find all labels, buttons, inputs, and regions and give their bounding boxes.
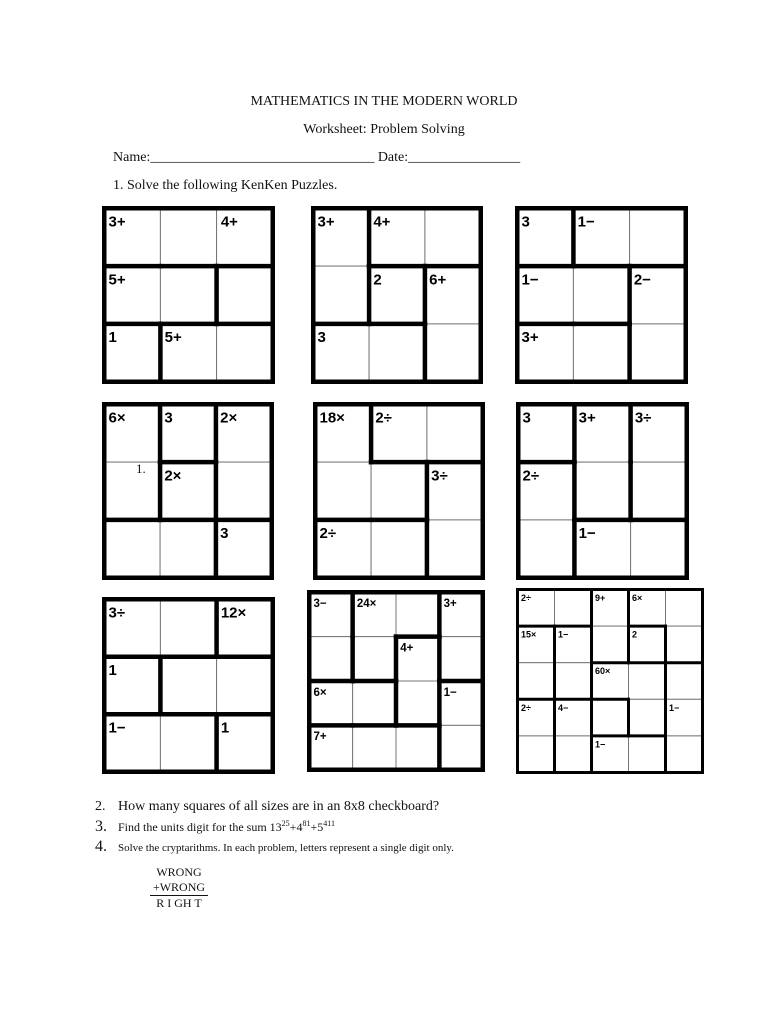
kenken-cell bbox=[439, 725, 482, 769]
cage-clue: 1− bbox=[577, 213, 595, 231]
cage-clue: 4− bbox=[558, 702, 569, 713]
kenken-cell bbox=[353, 637, 396, 681]
cage-clue: 1− bbox=[595, 739, 606, 750]
kenken-cell bbox=[369, 324, 425, 382]
kenken-cell bbox=[160, 714, 216, 772]
kenken-grid bbox=[102, 402, 274, 580]
cage-clue: 2÷ bbox=[319, 525, 337, 543]
kenken-puzzle-9 bbox=[516, 588, 704, 774]
kenken-cell bbox=[518, 663, 555, 700]
kenken-cell bbox=[518, 520, 574, 578]
stray-number-mark: 1. bbox=[136, 461, 146, 476]
cryptarithm bbox=[150, 865, 208, 911]
cage-clue: 4+ bbox=[373, 213, 391, 231]
cage-clue: 18× bbox=[319, 409, 345, 427]
question-3 bbox=[95, 818, 335, 836]
kenken-cell bbox=[396, 681, 439, 725]
kenken-cell bbox=[371, 462, 427, 520]
cage-clue: 1− bbox=[558, 629, 569, 640]
cage-clue: 1− bbox=[578, 525, 596, 543]
kenken-grid bbox=[515, 206, 688, 384]
cage-clue: 6× bbox=[313, 686, 327, 699]
cage-clue: 5+ bbox=[164, 329, 182, 347]
kenken-cell bbox=[353, 725, 396, 769]
cage-clue: 2 bbox=[373, 271, 382, 289]
cage-clue: 1 bbox=[108, 662, 117, 679]
cage-clue: 12× bbox=[220, 604, 247, 622]
cage-clue: 60× bbox=[595, 666, 611, 677]
kenken-cell bbox=[425, 208, 481, 266]
cage-clue: 5+ bbox=[108, 271, 126, 289]
cage-clue: 4+ bbox=[220, 213, 238, 231]
kenken-grid bbox=[307, 590, 485, 772]
kenken-grid bbox=[311, 206, 483, 384]
question-4 bbox=[95, 838, 454, 856]
kenken-cell bbox=[104, 462, 160, 520]
kenken-puzzle-8 bbox=[307, 590, 485, 772]
cage-clue: 3− bbox=[313, 598, 327, 610]
cage-clue: 4+ bbox=[400, 642, 414, 655]
kenken-cell bbox=[555, 590, 592, 627]
kenken-cell bbox=[629, 736, 666, 773]
question-4-text: Solve the cryptarithms. In each problem, letters represent a single digit only. bbox=[118, 842, 454, 854]
cage-clue: 3+ bbox=[578, 409, 596, 427]
exponent-3: 411 bbox=[323, 819, 335, 828]
kenken-cell bbox=[666, 736, 703, 773]
kenken-cell bbox=[631, 520, 687, 578]
cage-clue: 9+ bbox=[595, 593, 606, 603]
cage-clue: 1 bbox=[108, 329, 117, 347]
question-4-number: 4. bbox=[95, 838, 107, 855]
kenken-cell bbox=[104, 520, 160, 578]
kenken-grid bbox=[313, 402, 485, 580]
kenken-cell bbox=[160, 599, 216, 657]
question-3-text: Find the units digit for the sum $13^{25}+4^{81}+5^{411}$ bbox=[118, 819, 335, 834]
cage-clue: 1− bbox=[443, 686, 457, 699]
cage-clue: 3 bbox=[317, 329, 326, 347]
exponent-2: 81 bbox=[302, 819, 311, 828]
kenken-cell bbox=[573, 266, 629, 324]
kenken-cell bbox=[666, 663, 703, 700]
kenken-cell bbox=[160, 208, 216, 266]
cage-clue: 2÷ bbox=[375, 409, 392, 427]
kenken-cell bbox=[574, 462, 630, 520]
kenken-cell bbox=[353, 681, 396, 725]
cage-clue: 15× bbox=[521, 629, 537, 640]
kenken-cell bbox=[666, 626, 703, 663]
kenken-cell bbox=[309, 637, 352, 681]
cage-clue: 3÷ bbox=[431, 467, 448, 485]
kenken-cell bbox=[313, 266, 369, 324]
cage-clue: 3÷ bbox=[108, 604, 126, 622]
kenken-cell bbox=[160, 520, 216, 578]
kenken-cell bbox=[630, 208, 686, 266]
question-1: 1. Solve the following KenKen Puzzles. bbox=[113, 178, 338, 193]
kenken-cell bbox=[427, 520, 483, 578]
question-2-number: 2. bbox=[95, 799, 106, 814]
kenken-cell bbox=[630, 324, 686, 382]
cage-clue: 2÷ bbox=[521, 702, 531, 713]
question-2-text: How many squares of all sizes are in an 8x8 checkboard? bbox=[118, 799, 440, 814]
kenken-cell bbox=[160, 266, 216, 324]
worksheet-subtitle: Worksheet: Problem Solving bbox=[303, 122, 465, 137]
cage-clue: 3 bbox=[521, 213, 530, 231]
cage-clue: 6× bbox=[632, 593, 643, 603]
kenken-cell bbox=[555, 663, 592, 700]
kenken-puzzle-1 bbox=[102, 206, 275, 384]
name-date-line: Name:________________________________ Date:________________ bbox=[113, 150, 521, 165]
kenken-grid bbox=[516, 402, 689, 580]
kenken-cell bbox=[396, 592, 439, 636]
kenken-cell bbox=[427, 404, 483, 462]
kenken-grid bbox=[516, 588, 704, 774]
question-2 bbox=[95, 799, 439, 815]
exponent-1: 25 bbox=[281, 819, 290, 828]
cage-clue: 3+ bbox=[108, 213, 126, 231]
kenken-puzzle-5 bbox=[313, 402, 485, 580]
kenken-puzzle-4 bbox=[102, 402, 274, 580]
cage-clue: 3 bbox=[522, 409, 531, 427]
kenken-cell bbox=[160, 657, 216, 715]
cage-clue: 3+ bbox=[443, 598, 457, 610]
cage-clue: 3÷ bbox=[634, 409, 652, 427]
kenken-grid bbox=[102, 597, 275, 774]
kenken-cell bbox=[631, 462, 687, 520]
cryptarithm-line-1: WRONG bbox=[156, 865, 202, 879]
cage-clue: 2÷ bbox=[522, 467, 540, 485]
cryptarithm-line-3: R I GH T bbox=[156, 896, 202, 910]
kenken-cell bbox=[666, 590, 703, 627]
kenken-cell bbox=[425, 324, 481, 382]
cage-clue: 3 bbox=[164, 409, 173, 427]
cage-clue: 1− bbox=[521, 271, 539, 289]
kenken-cell bbox=[217, 266, 273, 324]
cage-clue: 7+ bbox=[313, 731, 327, 744]
cage-clue: 2× bbox=[164, 467, 182, 485]
kenken-grid bbox=[102, 206, 275, 384]
kenken-puzzle-2 bbox=[311, 206, 483, 384]
kenken-cell bbox=[371, 520, 427, 578]
cage-clue: 6× bbox=[108, 409, 126, 427]
cage-clue: 1− bbox=[108, 719, 126, 737]
cage-clue: 24× bbox=[356, 598, 377, 610]
kenken-cell bbox=[573, 324, 629, 382]
kenken-puzzle-3 bbox=[515, 206, 688, 384]
kenken-cell bbox=[396, 725, 439, 769]
kenken-cell bbox=[592, 626, 629, 663]
cage-clue: 6+ bbox=[429, 271, 447, 289]
kenken-cell bbox=[592, 699, 629, 736]
kenken-cell bbox=[315, 462, 371, 520]
kenken-cell bbox=[629, 699, 666, 736]
kenken-cell bbox=[555, 736, 592, 773]
worksheet-title: MATHEMATICS IN THE MODERN WORLD bbox=[250, 94, 518, 109]
cage-clue: 2÷ bbox=[521, 593, 531, 603]
kenken-puzzle-7 bbox=[102, 597, 275, 774]
cage-clue: 2× bbox=[220, 409, 238, 427]
kenken-cell bbox=[217, 324, 273, 382]
cage-clue: 3+ bbox=[521, 329, 539, 347]
kenken-cell bbox=[518, 736, 555, 773]
kenken-cell bbox=[217, 657, 273, 715]
kenken-cell bbox=[629, 663, 666, 700]
cage-clue: 3 bbox=[220, 525, 229, 543]
cage-clue: 1− bbox=[669, 702, 680, 713]
kenken-puzzle-6 bbox=[516, 402, 689, 580]
cryptarithm-line-2: +WRONG bbox=[150, 880, 208, 896]
kenken-cell bbox=[216, 462, 272, 520]
cage-clue: 2− bbox=[633, 271, 651, 289]
kenken-cell bbox=[439, 637, 482, 681]
cage-clue: 2 bbox=[632, 629, 638, 640]
cage-clue: 3+ bbox=[317, 213, 335, 231]
cage-clue: 1 bbox=[220, 719, 230, 737]
question-3-number: 3. bbox=[95, 818, 107, 835]
